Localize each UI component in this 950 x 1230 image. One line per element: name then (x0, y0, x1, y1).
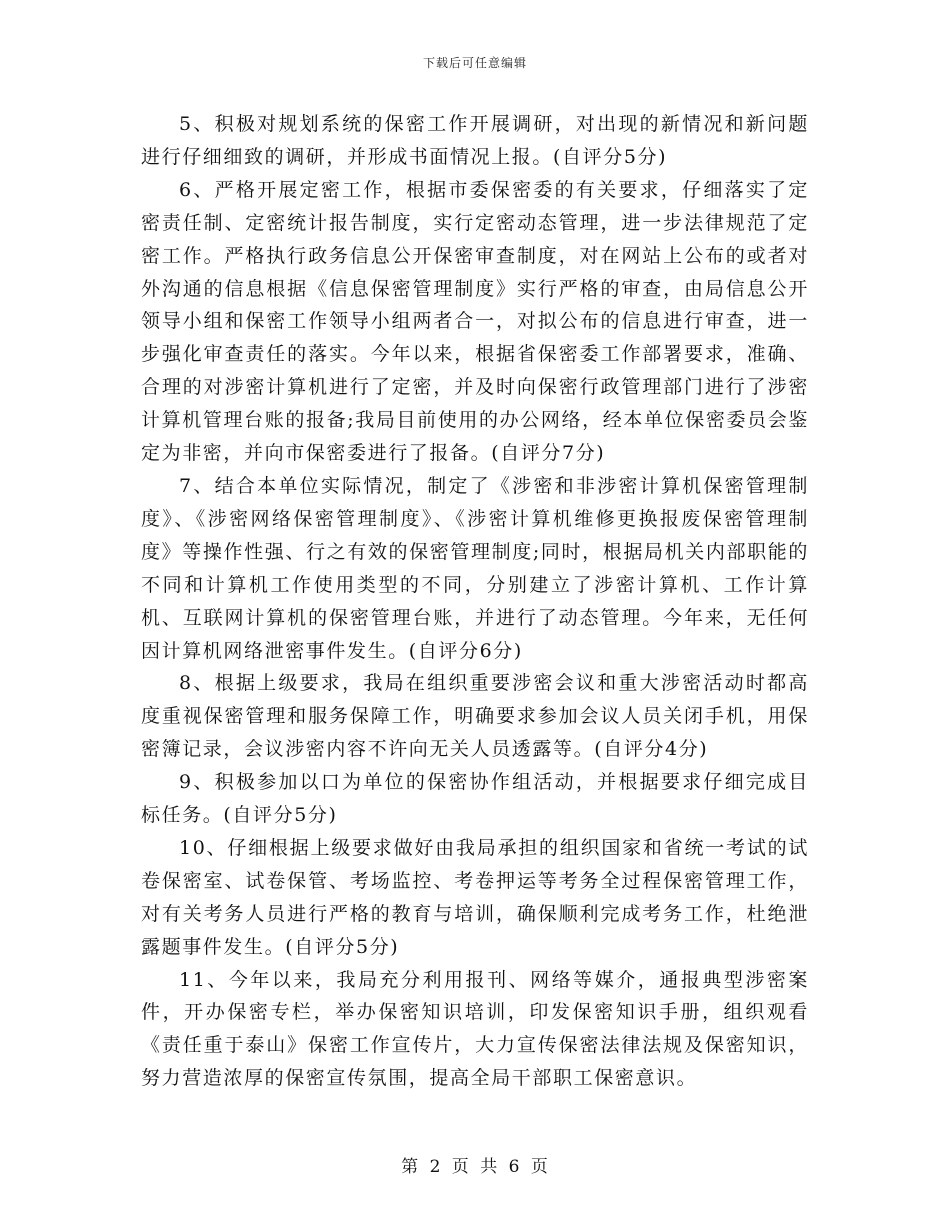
paragraph-item-6: 6、严格开展定密工作，根据市委保密委的有关要求，仔细落实了定密责任制、定密统计报告制度，实行定密动态管理，进一步法律规范了定密工作。严格执行政务信息公开保密审查制度，对在网站上公布的或者对外沟通的信息根据《信息保密管理制度》实行严格的审查，由局信息公开领导小组和保密工作领导小组两者合一，对拟公布的信息进行审查，进一步强化审查责任的落实。今年以来，根据省保密委工作部署要求，准确、合理的对涉密计算机进行了定密，并及时向保密行政管理部门进行了涉密计算机管理台账的报备;我局目前使用的办公网络，经本单位保密委员会鉴定为非密，并向市保密委进行了报备。(自评分7分) (141, 178, 809, 465)
paragraph-item-11: 11、今年以来，我局充分利用报刊、网络等媒介，通报典型涉密案件，开办保密专栏，举办保密知识培训，印发保密知识手册，组织观看《责任重于泰山》保密工作宣传片，大力宣传保密法律法规及保密知识，努力营造浓厚的保密宣传氛围，提高全局干部职工保密意识。 (141, 968, 809, 1090)
document-body (141, 108, 809, 1095)
paragraph-item-10: 10、仔细根据上级要求做好由我局承担的组织国家和省统一考试的试卷保密室、试卷保管、考场监控、考卷押运等考务全过程保密管理工作，对有关考务人员进行严格的教育与培训，确保顺利完成考务工作，杜绝泄露题事件发生。(自评分5分) (141, 836, 809, 958)
paragraph-item-8: 8、根据上级要求，我局在组织重要涉密会议和重大涉密活动时都高度重视保密管理和服务保障工作，明确要求参加会议人员关闭手机，用保密簿记录，会议涉密内容不许向无关人员透露等。(自评分4分) (141, 672, 809, 761)
page-number-footer: 第 2 页 共 6 页 (401, 1157, 549, 1177)
paragraph-item-5: 5、积极对规划系统的保密工作开展调研，对出现的新情况和新问题进行仔细细致的调研，并形成书面情况上报。(自评分5分) (141, 113, 809, 168)
paragraph-item-9: 9、积极参加以口为单位的保密协作组活动，并根据要求仔细完成目标任务。(自评分5分) (141, 771, 809, 827)
page-header-note: 下载后可任意编辑 (422, 56, 527, 70)
paragraph-item-7: 7、结合本单位实际情况，制定了《涉密和非涉密计算机保密管理制度》、《涉密网络保密管理制度》、《涉密计算机维修更换报废保密管理制度》等操作性强、行之有效的保密管理制度;同时，根据局机关内部职能的不同和计算机工作使用类型的不同，分别建立了涉密计算机、工作计算机、互联网计算机的保密管理台账，并进行了动态管理。今年来，无任何因计算机网络泄密事件发生。(自评分6分) (141, 474, 809, 662)
